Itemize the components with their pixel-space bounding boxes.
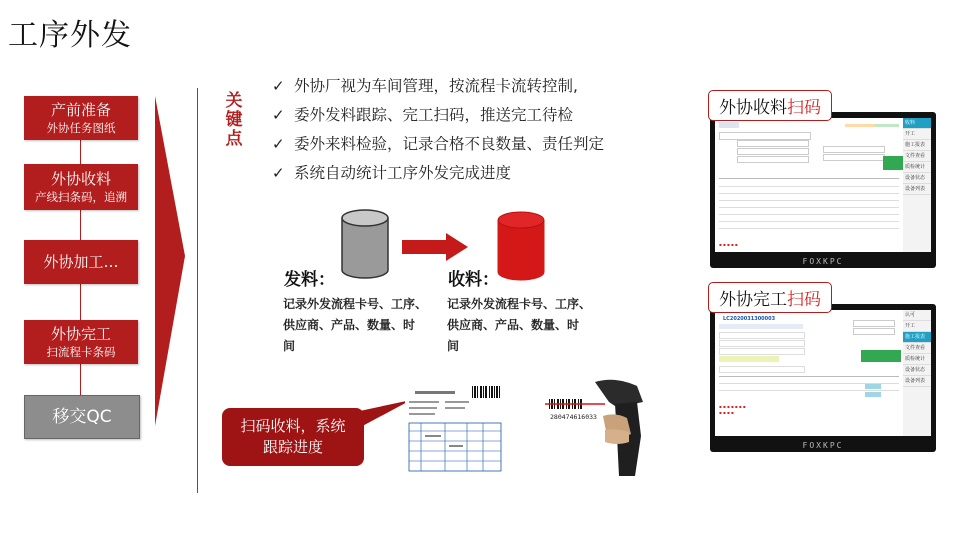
menu-item: 质检统计: [903, 354, 931, 365]
database-send-icon: [340, 208, 390, 280]
callout-line: 扫码收料，系统: [240, 417, 346, 435]
screen-tag-receive: [708, 90, 832, 121]
chevron-arrow-icon: [155, 96, 187, 426]
key-point-item: [272, 130, 604, 159]
flow-step-title: 外协收料: [50, 169, 111, 188]
barcode-number: 280474616033: [550, 413, 597, 421]
flow-step-title: 产前准备: [50, 100, 111, 119]
key-points-list: [272, 72, 604, 188]
flow-step-title: 移交QC: [52, 406, 112, 427]
key-point-item: [272, 101, 604, 130]
screen-complete: [710, 304, 936, 452]
receive-desc-line: 记录外发流程卡号、工序、: [447, 297, 592, 311]
screen-complete-content: LC2020031300003 ▪ ▪ ▪ ▪ ▪ ▪ ▪ ▪ ▪ ▪ ▪ 认可 开工 施工报表 文件查看 质检统计 设备状态 设备列表: [715, 310, 931, 436]
screen-tag-highlight: 扫码: [787, 98, 821, 118]
flow-step-process: [24, 240, 138, 284]
screen-tag-text: 外协收料: [719, 98, 787, 118]
menu-item: 质检统计: [903, 162, 931, 173]
receive-label: 收料：: [448, 270, 499, 290]
flow-step-title: 外协完工: [50, 324, 111, 343]
screen-complete-menu: [903, 310, 931, 436]
send-desc-line: 供应商、产品、数量、时: [283, 318, 416, 332]
flow-step-sub: 外协任务图纸: [46, 120, 116, 135]
menu-item: 设备状态: [903, 173, 931, 184]
barcode-scanner-image: [545, 376, 649, 480]
check-icon: ✓: [272, 135, 285, 153]
flow-step-title: 外协加工…: [43, 252, 119, 271]
key-label-char: 关: [225, 91, 243, 111]
menu-item: 开工: [903, 321, 931, 332]
send-description: [283, 294, 433, 357]
key-point-text: 委外来料检验，记录合格不良数量、责任判定: [294, 135, 605, 153]
database-receive-icon: [496, 210, 546, 282]
screen-tag-highlight: 扫码: [787, 290, 821, 310]
menu-item: 认可: [903, 310, 931, 321]
menu-item: 设备列表: [903, 376, 931, 387]
key-point-item: [272, 159, 604, 188]
menu-item: 施工报表: [903, 332, 931, 343]
check-icon: ✓: [272, 106, 285, 124]
menu-item: 收料: [903, 118, 931, 129]
receive-desc-line: 间: [447, 339, 460, 353]
key-label-char: 键: [225, 110, 243, 130]
menu-item: 设备列表: [903, 184, 931, 195]
check-icon: ✓: [272, 77, 285, 95]
page-title: 工序外发: [8, 18, 132, 53]
screen-tag-text: 外协完工: [719, 290, 787, 310]
screen-tag-complete: [708, 282, 832, 313]
key-points-label: [224, 92, 244, 149]
receive-desc-line: 供应商、产品、数量、时: [447, 318, 580, 332]
flow-step-sub: 扫流程卡条码: [46, 344, 116, 359]
callout-line: 跟踪进度: [262, 438, 323, 456]
flow-step-prep: [24, 96, 138, 140]
menu-item: 开工: [903, 129, 931, 140]
menu-item: 文件查看: [903, 151, 931, 162]
screen-receive-menu: [903, 118, 931, 252]
flow-step-receive: [24, 164, 138, 210]
menu-item: 施工报表: [903, 140, 931, 151]
key-label-char: 点: [225, 129, 243, 149]
monitor-brand: FOXKPC: [802, 441, 844, 450]
key-point-text: 委外发料跟踪、完工扫码，推送完工待检: [294, 106, 574, 124]
screen-receive-content: ▪ ▪ ▪ ▪ ▪ 收料 开工 施工报表 文件查看 质检统计 设备状态 设备列表: [715, 118, 931, 252]
send-desc-line: 间: [283, 339, 296, 353]
flow-step-qc: [24, 395, 140, 439]
send-label: 发料：: [284, 270, 335, 290]
menu-item: 设备状态: [903, 365, 931, 376]
monitor-brand: FOXKPC: [802, 257, 844, 266]
section-divider: [197, 88, 198, 493]
flow-step-complete: [24, 320, 138, 364]
screen-id-text: LC2020031300003: [723, 316, 776, 322]
key-point-text: 外协厂视为车间管理，按流程卡流转控制,: [294, 77, 578, 95]
scan-callout: [222, 408, 364, 466]
flow-step-sub: 产线扫条码，追溯: [35, 189, 127, 204]
menu-item: 文件查看: [903, 343, 931, 354]
send-desc-line: 记录外发流程卡号、工序、: [283, 297, 428, 311]
flow-card-document-image: [405, 383, 505, 475]
screen-receive: [710, 112, 936, 268]
key-point-text: 系统自动统计工序外发完成进度: [294, 164, 512, 182]
receive-description: [447, 294, 597, 357]
arrow-right-icon: [400, 232, 470, 262]
check-icon: ✓: [272, 164, 285, 182]
key-point-item: [272, 72, 604, 101]
